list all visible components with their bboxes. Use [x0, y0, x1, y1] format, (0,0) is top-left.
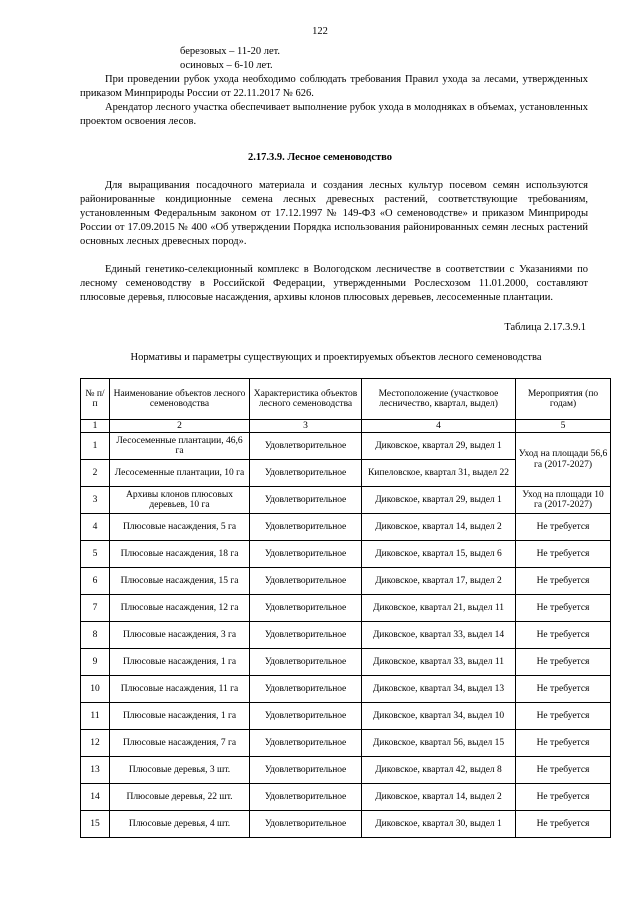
- location-cell: Диковское, квартал 21, выдел 11: [362, 595, 516, 622]
- row-number-cell: 13: [81, 757, 110, 784]
- measures-cell: Не требуется: [516, 622, 611, 649]
- table-reference: Таблица 2.17.3.9.1: [504, 322, 586, 333]
- row-number-cell: 12: [81, 730, 110, 757]
- location-cell: Диковское, квартал 15, выдел 6: [362, 541, 516, 568]
- measures-cell: Уход на площади 56,6 га (2017-2027): [516, 433, 611, 487]
- seed-objects-table: [80, 378, 611, 838]
- location-cell: Диковское, квартал 33, выдел 14: [362, 622, 516, 649]
- location-cell: Диковское, квартал 29, выдел 1: [362, 433, 516, 460]
- characteristic-cell: Удовлетворительное: [250, 703, 362, 730]
- object-name-cell: Плюсовые насаждения, 11 га: [110, 676, 250, 703]
- measures-cell: Не требуется: [516, 784, 611, 811]
- row-number-cell: 10: [81, 676, 110, 703]
- row-number-cell: 1: [81, 433, 110, 460]
- location-cell: Диковское, квартал 33, выдел 11: [362, 649, 516, 676]
- characteristic-cell: Удовлетворительное: [250, 487, 362, 514]
- page-number: 122: [312, 26, 328, 37]
- table-header-cell: № п/п: [81, 379, 110, 420]
- table-column-number-cell: 5: [516, 420, 611, 433]
- characteristic-cell: Удовлетворительное: [250, 676, 362, 703]
- table-row: [81, 622, 611, 649]
- table-header-row: [81, 379, 611, 420]
- table-column-number-cell: 2: [110, 420, 250, 433]
- table-row: [81, 676, 611, 703]
- location-cell: Диковское, квартал 34, выдел 13: [362, 676, 516, 703]
- intro-line-aspen: осиновых – 6-10 лет.: [180, 60, 273, 71]
- object-name-cell: Плюсовые насаждения, 1 га: [110, 649, 250, 676]
- object-name-cell: Плюсовые насаждения, 15 га: [110, 568, 250, 595]
- table-caption: Нормативы и параметры существующих и проектируемых объектов лесного семеноводства: [130, 352, 542, 363]
- measures-cell: Не требуется: [516, 649, 611, 676]
- object-name-cell: Плюсовые деревья, 22 шт.: [110, 784, 250, 811]
- measures-cell: Не требуется: [516, 811, 611, 838]
- characteristic-cell: Удовлетворительное: [250, 757, 362, 784]
- object-name-cell: Плюсовые насаждения, 12 га: [110, 595, 250, 622]
- table-column-numbers-row: [81, 420, 611, 433]
- table-body: [81, 433, 611, 838]
- measures-cell: Не требуется: [516, 730, 611, 757]
- row-number-cell: 11: [81, 703, 110, 730]
- intro-lines: [180, 45, 280, 73]
- table-column-number-cell: 1: [81, 420, 110, 433]
- table-header-cell: Мероприятия (по годам): [516, 379, 611, 420]
- measures-cell: Не требуется: [516, 595, 611, 622]
- object-name-cell: Плюсовые насаждения, 18 га: [110, 541, 250, 568]
- object-name-cell: Плюсовые насаждения, 7 га: [110, 730, 250, 757]
- paragraph-tenant: Арендатор лесного участка обеспечивает выполнение рубок ухода в молодняках в объемах, установленных проектом освоения лесов.: [80, 102, 588, 127]
- row-number-cell: 2: [81, 460, 110, 487]
- object-name-cell: Плюсовые насаждения, 5 га: [110, 514, 250, 541]
- table-row: [81, 514, 611, 541]
- object-name-cell: Плюсовые насаждения, 1 га: [110, 703, 250, 730]
- measures-cell: Не требуется: [516, 757, 611, 784]
- row-number-cell: 9: [81, 649, 110, 676]
- table-row: [81, 568, 611, 595]
- object-name-cell: Лесосеменные плантации, 46,6 га: [110, 433, 250, 460]
- row-number-cell: 14: [81, 784, 110, 811]
- characteristic-cell: Удовлетворительное: [250, 433, 362, 460]
- paragraph-care-rules: При проведении рубок ухода необходимо соблюдать требования Правил ухода за лесами, утвержденных приказом Минприроды России от 22.11.2017 № 626.: [80, 74, 588, 99]
- table-row: [81, 487, 611, 514]
- measures-cell: Не требуется: [516, 541, 611, 568]
- location-cell: Диковское, квартал 14, выдел 2: [362, 514, 516, 541]
- location-cell: Диковское, квартал 17, выдел 2: [362, 568, 516, 595]
- row-number-cell: 7: [81, 595, 110, 622]
- characteristic-cell: Удовлетворительное: [250, 568, 362, 595]
- location-cell: Кипеловское, квартал 31, выдел 22: [362, 460, 516, 487]
- row-number-cell: 6: [81, 568, 110, 595]
- row-number-cell: 8: [81, 622, 110, 649]
- location-cell: Диковское, квартал 56, выдел 15: [362, 730, 516, 757]
- object-name-cell: Лесосеменные плантации, 10 га: [110, 460, 250, 487]
- table-header-cell: Местоположение (участковое лесничество, квартал, выдел): [362, 379, 516, 420]
- object-name-cell: Плюсовые деревья, 4 шт.: [110, 811, 250, 838]
- characteristic-cell: Удовлетворительное: [250, 784, 362, 811]
- measures-cell: Не требуется: [516, 514, 611, 541]
- characteristic-cell: Удовлетворительное: [250, 460, 362, 487]
- row-number-cell: 3: [81, 487, 110, 514]
- table-row: [81, 541, 611, 568]
- intro-line-birch: березовых – 11-20 лет.: [180, 46, 281, 57]
- table-row: [81, 730, 611, 757]
- table-header-cell: Характеристика объектов лесного семеноводства: [250, 379, 362, 420]
- characteristic-cell: Удовлетворительное: [250, 811, 362, 838]
- table-row: [81, 433, 611, 460]
- characteristic-cell: Удовлетворительное: [250, 514, 362, 541]
- object-name-cell: Архивы клонов плюсовых деревьев, 10 га: [110, 487, 250, 514]
- table-row: [81, 595, 611, 622]
- row-number-cell: 15: [81, 811, 110, 838]
- table-row: [81, 784, 611, 811]
- table-row: [81, 757, 611, 784]
- measures-cell: Уход на площади 10 га (2017-2027): [516, 487, 611, 514]
- table-column-number-cell: 3: [250, 420, 362, 433]
- row-number-cell: 5: [81, 541, 110, 568]
- measures-cell: Не требуется: [516, 703, 611, 730]
- measures-cell: Не требуется: [516, 568, 611, 595]
- table-row: [81, 649, 611, 676]
- table-row: [81, 811, 611, 838]
- location-cell: Диковское, квартал 29, выдел 1: [362, 487, 516, 514]
- location-cell: Диковское, квартал 30, выдел 1: [362, 811, 516, 838]
- characteristic-cell: Удовлетворительное: [250, 649, 362, 676]
- object-name-cell: Плюсовые насаждения, 3 га: [110, 622, 250, 649]
- table-row: [81, 703, 611, 730]
- location-cell: Диковское, квартал 42, выдел 8: [362, 757, 516, 784]
- characteristic-cell: Удовлетворительное: [250, 622, 362, 649]
- table-header-cell: Наименование объектов лесного семеноводства: [110, 379, 250, 420]
- row-number-cell: 4: [81, 514, 110, 541]
- object-name-cell: Плюсовые деревья, 3 шт.: [110, 757, 250, 784]
- characteristic-cell: Удовлетворительное: [250, 730, 362, 757]
- measures-cell: Не требуется: [516, 676, 611, 703]
- table-column-number-cell: 4: [362, 420, 516, 433]
- characteristic-cell: Удовлетворительное: [250, 595, 362, 622]
- characteristic-cell: Удовлетворительное: [250, 541, 362, 568]
- location-cell: Диковское, квартал 34, выдел 10: [362, 703, 516, 730]
- paragraph-complex: Единый генетико-селекционный комплекс в Вологодском лесничестве в соответствии с Указаниями по лесному семеноводству в Российской Федерации, утвержденными Рослесхозом 11.01.2000, составляют плюсовые деревья, плюсовые насаждения, архивы клонов плюсовых деревьев, лесосеменные плантации.: [80, 264, 588, 303]
- paragraph-seeds: Для выращивания посадочного материала и создания лесных культур посевом семян используются районированные кондиционные семена лесных древесных растений, соответствующие требованиям, установленным Федеральным законом от 17.12.1997 № 149-ФЗ «О семеноводстве» и приказом Минприроды России от 17.09.2015 № 400 «Об утверждении Порядка использования районированных семян лесных растений основных лесных древесных пород».: [80, 180, 588, 247]
- section-title: 2.17.3.9. Лесное семеноводство: [248, 152, 392, 163]
- location-cell: Диковское, квартал 14, выдел 2: [362, 784, 516, 811]
